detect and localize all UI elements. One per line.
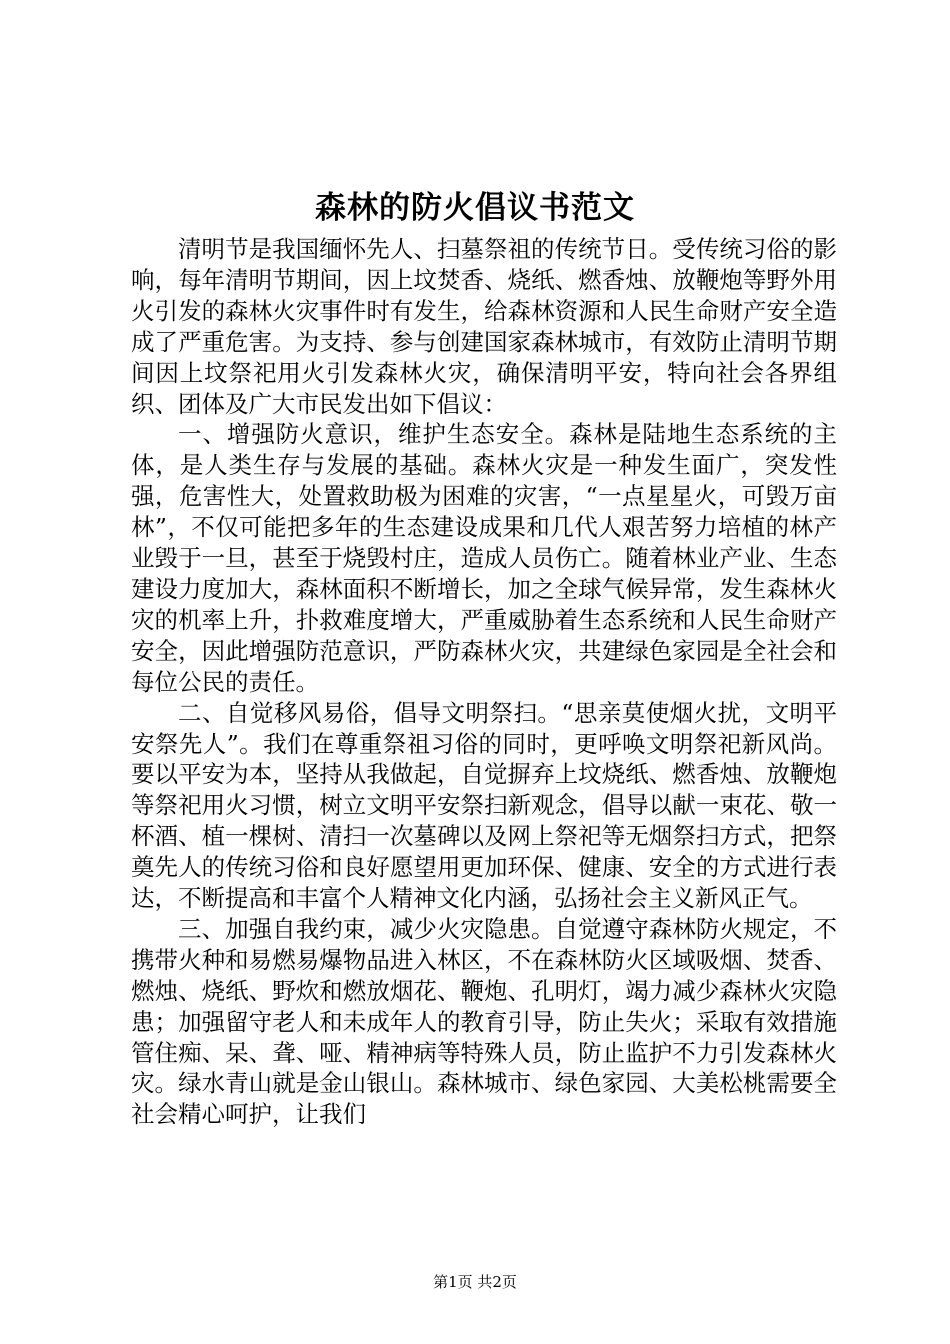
paragraph-three: 三、加强自我约束，减少火灾隐患。自觉遵守森林防火规定，不携带火种和易燃易爆物品进入林区，不在森林防火区域吸烟、焚香、燃烛、烧纸、野炊和燃放烟花、鞭炮、孔明灯，竭力减少森林火灾隐患；加强留守老人和未成年人的教育引导，防止失火；采取有效措施管住痴、呆、聋、哑、精神病等特殊人员，防止监护不力引发森林火灾。绿水青山就是金山银山。森林城市、绿色家园、大美松桃需要全社会精心呵护，让我们 xyxy=(131,914,837,1129)
paragraph-intro: 清明节是我国缅怀先人、扫墓祭祖的传统节日。受传统习俗的影响，每年清明节期间，因上坟焚香、烧纸、燃香烛、放鞭炮等野外用火引发的森林火灾事件时有发生，给森林资源和人民生命财产安全造成了严重危害。为支持、参与创建国家森林城市，有效防止清明节期间因上坟祭祀用火引发森林火灾，确保清明平安，特向社会各界组织、团体及广大市民发出如下倡议： xyxy=(131,235,837,418)
paragraph-two: 二、自觉移风易俗，倡导文明祭扫。“思亲莫使烟火扰，文明平安祭先人”。我们在尊重祭祖习俗的同时，更呼唤文明祭祀新风尚。要以平安为本，坚持从我做起，自觉摒弃上坟烧纸、燃香烛、放鞭炮等祭祀用火习惯，树立文明平安祭扫新观念，倡导以献一束花、敬一杯酒、植一棵树、清扫一次墓碑以及网上祭祀等无烟祭扫方式，把祭奠先人的传统习俗和良好愿望用更加环保、健康、安全的方式进行表达，不断提高和丰富个人精神文化内涵，弘扬社会主义新风正气。 xyxy=(131,698,837,913)
page-number-footer: 第1页 共2页 xyxy=(433,1273,517,1291)
page-title: 森林的防火倡议书范文 xyxy=(315,190,635,226)
paragraph-one: 一、增强防火意识，维护生态安全。森林是陆地生态系统的主体，是人类生存与发展的基础。森林火灾是一种发生面广，突发性强，危害性大，处置救助极为困难的灾害，“一点星星火，可毁万亩林”，不仅可能把多年的生态建设成果和几代人艰苦努力培植的林产业毁于一旦，甚至于烧毁村庄，造成人员伤亡。随着林业产业、生态建设力度加大，森林面积不断增长，加之全球气候异常，发生森林火灾的机率上升，扑救难度增大，严重威胁着生态系统和人民生命财产安全，因此增强防范意识，严防森林火灾，共建绿色家园是全社会和每位公民的责任。 xyxy=(131,420,837,696)
document-body xyxy=(131,234,837,1130)
